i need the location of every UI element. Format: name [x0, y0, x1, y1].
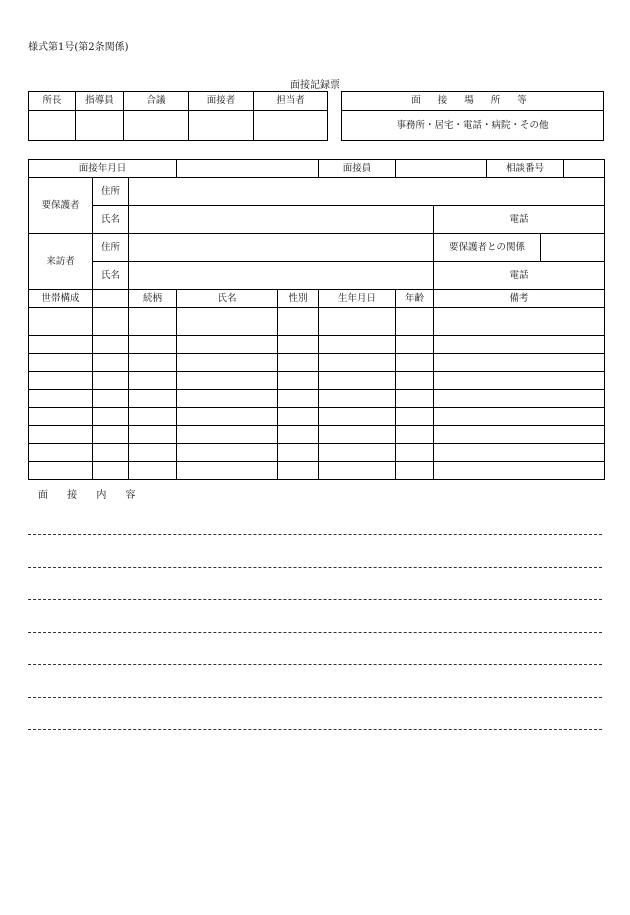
- household-blank-header: [93, 290, 129, 308]
- household-sex-cell[interactable]: [278, 462, 319, 480]
- household-age-cell[interactable]: [396, 444, 434, 462]
- household-blank-cell[interactable]: [93, 390, 129, 408]
- household-relationship-cell[interactable]: [129, 390, 177, 408]
- household-name-cell[interactable]: [177, 372, 278, 390]
- household-name-cell[interactable]: [177, 444, 278, 462]
- household-composition-cell[interactable]: [29, 408, 93, 426]
- household-birthdate-cell[interactable]: [319, 444, 396, 462]
- household-sex-header: 性別: [278, 290, 319, 308]
- household-remarks-cell[interactable]: [434, 390, 605, 408]
- approval-header-director: 所長: [29, 92, 76, 111]
- household-relationship-cell[interactable]: [129, 462, 177, 480]
- household-row: [29, 426, 605, 444]
- household-birthdate-cell[interactable]: [319, 336, 396, 354]
- household-birthdate-cell[interactable]: [319, 408, 396, 426]
- household-blank-cell[interactable]: [93, 336, 129, 354]
- household-sex-cell[interactable]: [278, 354, 319, 372]
- household-age-cell[interactable]: [396, 354, 434, 372]
- household-relationship-header: 続柄: [129, 290, 177, 308]
- household-remarks-cell[interactable]: [434, 444, 605, 462]
- household-birthdate-cell[interactable]: [319, 390, 396, 408]
- interview-place-table: [341, 91, 604, 141]
- household-blank-cell[interactable]: [93, 372, 129, 390]
- household-sex-cell[interactable]: [278, 390, 319, 408]
- household-relationship-cell[interactable]: [129, 336, 177, 354]
- household-birthdate-cell[interactable]: [319, 308, 396, 336]
- interview-info-row: [29, 160, 605, 178]
- household-name-cell[interactable]: [177, 354, 278, 372]
- place-options[interactable]: 事務所・居宅・電話・病院・その他: [342, 111, 604, 141]
- household-blank-cell[interactable]: [93, 354, 129, 372]
- household-blank-cell[interactable]: [93, 462, 129, 480]
- household-composition-header: 世帯構成: [29, 290, 93, 308]
- interview-content-label: 面 接 内 容: [38, 490, 144, 501]
- household-remarks-header: 備考: [434, 290, 605, 308]
- household-remarks-cell[interactable]: [434, 426, 605, 444]
- household-composition-cell[interactable]: [29, 308, 93, 336]
- content-writing-line[interactable]: [28, 632, 602, 633]
- household-composition-cell[interactable]: [29, 462, 93, 480]
- household-relationship-cell[interactable]: [129, 354, 177, 372]
- household-composition-cell[interactable]: [29, 426, 93, 444]
- household-age-cell[interactable]: [396, 308, 434, 336]
- household-relationship-cell[interactable]: [129, 426, 177, 444]
- household-age-cell[interactable]: [396, 336, 434, 354]
- interviewer-field[interactable]: [396, 160, 487, 178]
- household-blank-cell[interactable]: [93, 308, 129, 336]
- household-name-cell[interactable]: [177, 390, 278, 408]
- protected-address-label: 住所: [93, 178, 129, 206]
- protected-person-label: 要保護者: [29, 178, 93, 234]
- place-header: 面 接 場 所 等: [342, 92, 604, 111]
- protected-phone-label: 電話: [434, 206, 605, 234]
- approval-stamp-council[interactable]: [124, 111, 189, 141]
- household-blank-cell[interactable]: [93, 426, 129, 444]
- household-row: [29, 372, 605, 390]
- consult-number-label: 相談番号: [487, 160, 564, 177]
- approval-stamp-instructor[interactable]: [76, 111, 124, 141]
- household-row: [29, 336, 605, 354]
- household-relationship-cell[interactable]: [129, 372, 177, 390]
- household-name-header: 氏名: [177, 290, 278, 308]
- household-blank-cell[interactable]: [93, 444, 129, 462]
- household-row: [29, 462, 605, 480]
- visitor-address-field[interactable]: [129, 234, 434, 262]
- household-row: [29, 444, 605, 462]
- household-birthdate-header: 生年月日: [319, 290, 396, 308]
- household-composition-cell[interactable]: [29, 336, 93, 354]
- household-age-cell[interactable]: [396, 390, 434, 408]
- form-number-label: 様式第1号(第2条関係): [28, 42, 129, 53]
- approval-stamp-table: [28, 91, 328, 141]
- approval-stamp-director[interactable]: [29, 111, 76, 141]
- household-age-cell[interactable]: [396, 462, 434, 480]
- visitor-phone-label: 電話: [434, 262, 605, 290]
- approval-header-staff: 担当者: [254, 92, 328, 111]
- household-age-cell[interactable]: [396, 408, 434, 426]
- household-relationship-cell[interactable]: [129, 308, 177, 336]
- interview-date-label: 面接年月日: [29, 160, 177, 178]
- household-sex-cell[interactable]: [278, 372, 319, 390]
- household-composition-cell[interactable]: [29, 390, 93, 408]
- content-writing-line[interactable]: [28, 599, 602, 600]
- household-remarks-cell[interactable]: [434, 354, 605, 372]
- household-composition-cell[interactable]: [29, 354, 93, 372]
- household-row: [29, 354, 605, 372]
- household-name-cell[interactable]: [177, 308, 278, 336]
- approval-header-instructor: 指導員: [76, 92, 124, 111]
- household-sex-cell[interactable]: [278, 408, 319, 426]
- household-sex-cell[interactable]: [278, 444, 319, 462]
- household-sex-cell[interactable]: [278, 426, 319, 444]
- approval-stamp-staff[interactable]: [254, 111, 328, 141]
- household-composition-cell[interactable]: [29, 444, 93, 462]
- household-row: [29, 408, 605, 426]
- household-remarks-cell[interactable]: [434, 462, 605, 480]
- document-title: 面接記録票: [290, 80, 340, 91]
- household-remarks-cell[interactable]: [434, 372, 605, 390]
- household-row: [29, 390, 605, 408]
- visitor-label: 来訪者: [29, 234, 93, 290]
- visitor-relation-field-a[interactable]: [541, 234, 604, 261]
- protected-address-field[interactable]: [129, 178, 605, 206]
- household-rows: [29, 308, 605, 480]
- household-birthdate-cell[interactable]: [319, 426, 396, 444]
- content-writing-line[interactable]: [28, 567, 602, 568]
- household-age-cell[interactable]: [396, 372, 434, 390]
- household-row: [29, 308, 605, 336]
- visitor-name-label: 氏名: [93, 262, 129, 290]
- approval-header-council: 合議: [124, 92, 189, 111]
- approval-header-interviewer: 面接者: [189, 92, 254, 111]
- household-blank-cell[interactable]: [93, 408, 129, 426]
- protected-name-field[interactable]: [129, 206, 434, 234]
- household-birthdate-cell[interactable]: [319, 372, 396, 390]
- content-writing-line[interactable]: [28, 664, 602, 665]
- interview-record-table: [28, 159, 605, 480]
- household-remarks-cell[interactable]: [434, 408, 605, 426]
- household-birthdate-cell[interactable]: [319, 462, 396, 480]
- household-name-cell[interactable]: [177, 462, 278, 480]
- consult-number-field[interactable]: [564, 160, 604, 177]
- content-writing-line[interactable]: [28, 729, 602, 730]
- protected-name-label: 氏名: [93, 206, 129, 234]
- household-composition-cell[interactable]: [29, 372, 93, 390]
- household-sex-cell[interactable]: [278, 308, 319, 336]
- household-age-cell[interactable]: [396, 426, 434, 444]
- visitor-relation-label: 要保護者との関係: [434, 234, 541, 261]
- household-birthdate-cell[interactable]: [319, 354, 396, 372]
- household-remarks-cell[interactable]: [434, 308, 605, 336]
- household-remarks-cell[interactable]: [434, 336, 605, 354]
- content-writing-line[interactable]: [28, 697, 602, 698]
- household-name-cell[interactable]: [177, 408, 278, 426]
- interview-date-field[interactable]: [177, 160, 319, 178]
- household-relationship-cell[interactable]: [129, 408, 177, 426]
- content-writing-line[interactable]: [28, 534, 602, 535]
- household-sex-cell[interactable]: [278, 336, 319, 354]
- interviewer-label: 面接員: [319, 160, 396, 178]
- household-name-cell[interactable]: [177, 426, 278, 444]
- household-name-cell[interactable]: [177, 336, 278, 354]
- visitor-name-field[interactable]: [129, 262, 434, 290]
- household-age-header: 年齢: [396, 290, 434, 308]
- approval-stamp-interviewer[interactable]: [189, 111, 254, 141]
- household-header-row: [29, 290, 605, 308]
- household-relationship-cell[interactable]: [129, 444, 177, 462]
- visitor-address-label: 住所: [93, 234, 129, 262]
